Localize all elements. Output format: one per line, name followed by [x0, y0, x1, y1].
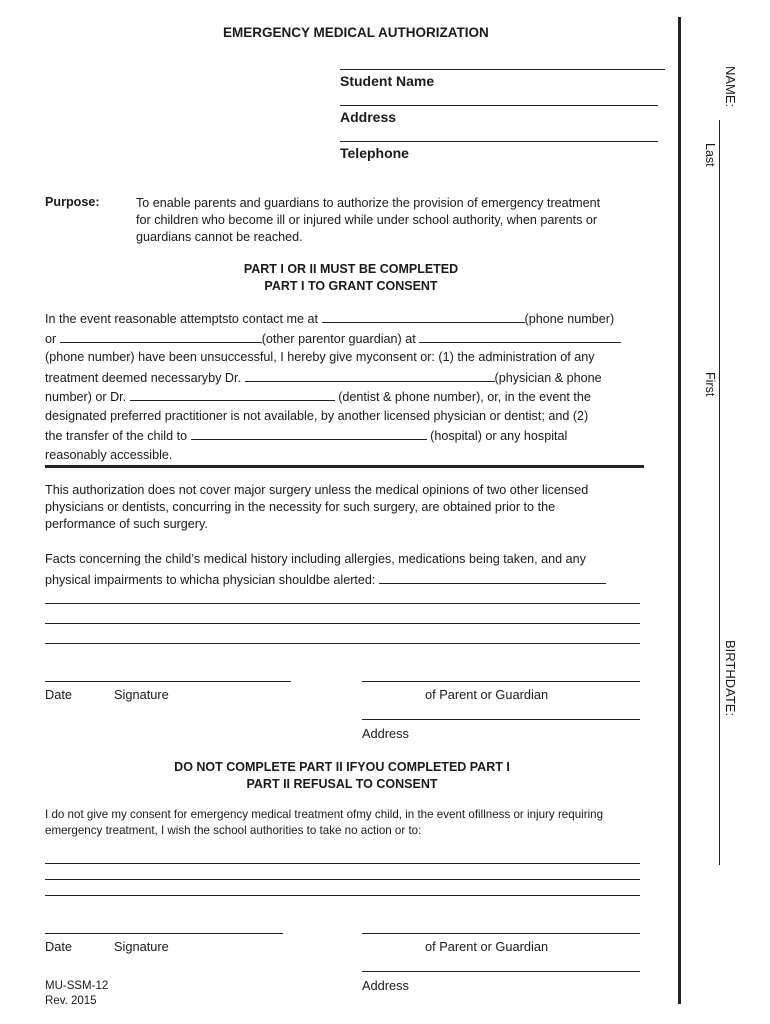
purpose-text	[136, 195, 600, 246]
parent-address-label-2: Address	[362, 978, 409, 993]
student-name-label: Student Name	[340, 73, 435, 89]
part2-heading-line1: DO NOT COMPLETE PART II IFYOU COMPLETED PART I	[174, 760, 510, 774]
consent-text: (dentist & phone number), or, in the event the	[338, 390, 591, 404]
facts-answer-line[interactable]	[45, 603, 640, 604]
consent-text: (phone number)	[524, 312, 615, 326]
consent-text: (physician & phone	[494, 370, 602, 385]
consent-text: In the event reasonable attemptsto contact me at	[45, 312, 319, 326]
signature-label-2: Signature	[114, 939, 169, 954]
part2-heading	[45, 759, 639, 793]
side-first-label: First	[703, 372, 717, 397]
consent-text: or	[45, 331, 57, 346]
consent-text: (other parentor guardian) at	[261, 331, 416, 346]
consent-line-5	[45, 387, 591, 408]
facts-text: physical impairments to whicha physician shouldbe alerted:	[45, 573, 376, 587]
date-signature-line[interactable]	[45, 681, 291, 682]
purpose-label: Purpose:	[45, 195, 100, 209]
other-guardian-field[interactable]	[60, 329, 262, 343]
physician-field[interactable]	[245, 368, 495, 382]
parent-address-line-2[interactable]	[362, 971, 640, 972]
contact-phone-field[interactable]	[322, 309, 525, 323]
facts-line-1: Facts concerning the child’s medical history including allergies, medications being taken, and any	[45, 552, 586, 566]
section-divider	[45, 465, 644, 468]
parent-signature-line-2[interactable]	[362, 933, 640, 934]
student-top-line	[340, 69, 665, 70]
refusal-line: emergency treatment, I wish the school authorities to take no action or to:	[45, 824, 422, 837]
student-telephone-label: Telephone	[340, 145, 409, 161]
parent-signature-line[interactable]	[362, 681, 640, 682]
parent-address-label: Address	[362, 726, 409, 741]
facts-answer-line[interactable]	[45, 623, 640, 624]
refusal-answer-line[interactable]	[45, 879, 640, 880]
part2-heading-line2: PART II REFUSAL TO CONSENT	[246, 777, 438, 791]
facts-line-2	[45, 570, 606, 591]
facts-answer-line[interactable]	[45, 643, 640, 644]
consent-line-3: (phone number) have been unsuccessful, I hereby give myconsent or: (1) the administration of any	[45, 350, 595, 364]
other-guardian-phone-field[interactable]	[419, 329, 621, 343]
side-last-label: Last	[703, 143, 717, 167]
consent-text: (hospital) or any hospital	[430, 429, 568, 443]
consent-text: number) or Dr.	[45, 390, 127, 404]
purpose-line: To enable parents and guardians to authorize the provision of emergency treatment	[136, 196, 601, 210]
student-name-line[interactable]	[340, 105, 658, 106]
side-name-label: NAME:	[723, 66, 738, 108]
student-address-line[interactable]	[340, 141, 658, 142]
purpose-line: guardians cannot be reached.	[136, 230, 303, 244]
consent-text: treatment deemed necessaryby Dr.	[45, 370, 241, 385]
form-code-text: MU-SSM-12	[45, 980, 109, 992]
purpose-line: for children who become ill or injured while under school authority, when parents or	[136, 213, 598, 227]
date-label: Date	[45, 687, 73, 702]
date-label-2: Date	[45, 939, 73, 954]
refusal-line: I do not give my consent for emergency medical treatment ofmy child, in the event ofillness or injury requiring	[45, 808, 604, 821]
consent-line-2	[45, 329, 621, 350]
consent-line-6: designated preferred practitioner is not available, by another licensed physician or dentist; and (2)	[45, 408, 589, 423]
hospital-field[interactable]	[191, 426, 427, 440]
refusal-text	[45, 807, 603, 839]
consent-line-8: reasonably accessible.	[45, 447, 173, 462]
form-title: EMERGENCY MEDICAL AUTHORIZATION	[223, 25, 489, 40]
side-name-line[interactable]	[719, 120, 720, 865]
consent-text: the transfer of the child to	[45, 429, 188, 443]
parent-address-line[interactable]	[362, 719, 640, 720]
surgery-line: This authorization does not cover major surgery unless the medical opinions of two other licensed	[45, 483, 589, 497]
facts-field[interactable]	[379, 570, 606, 584]
student-address-label: Address	[340, 109, 397, 125]
parent-guardian-label-2: of Parent or Guardian	[425, 939, 549, 954]
surgery-line: performance of such surgery.	[45, 517, 208, 531]
consent-line-7	[45, 426, 567, 447]
signature-label: Signature	[114, 687, 169, 702]
form-revision-text: Rev. 2015	[45, 994, 97, 1007]
surgery-line: physicians or dentists, concurring in the necessity for such surgery, are obtained prior to the	[45, 500, 556, 514]
refusal-answer-line[interactable]	[45, 863, 640, 864]
part-heading	[45, 261, 657, 294]
part-heading-line1: PART I OR II MUST BE COMPLETED	[243, 262, 459, 276]
consent-line-4	[45, 368, 602, 389]
surgery-text	[45, 482, 588, 533]
part-heading-line2: PART I TO GRANT CONSENT	[264, 278, 438, 293]
consent-line-1	[45, 309, 614, 330]
refusal-answer-line[interactable]	[45, 895, 640, 896]
parent-guardian-label: of Parent or Guardian	[425, 687, 549, 702]
side-vertical-rule	[678, 17, 681, 1004]
form-code	[45, 979, 108, 1008]
dentist-field[interactable]	[130, 387, 335, 401]
side-birthdate-label: BIRTHDATE:	[723, 640, 738, 717]
date-signature-line-2[interactable]	[45, 933, 283, 934]
